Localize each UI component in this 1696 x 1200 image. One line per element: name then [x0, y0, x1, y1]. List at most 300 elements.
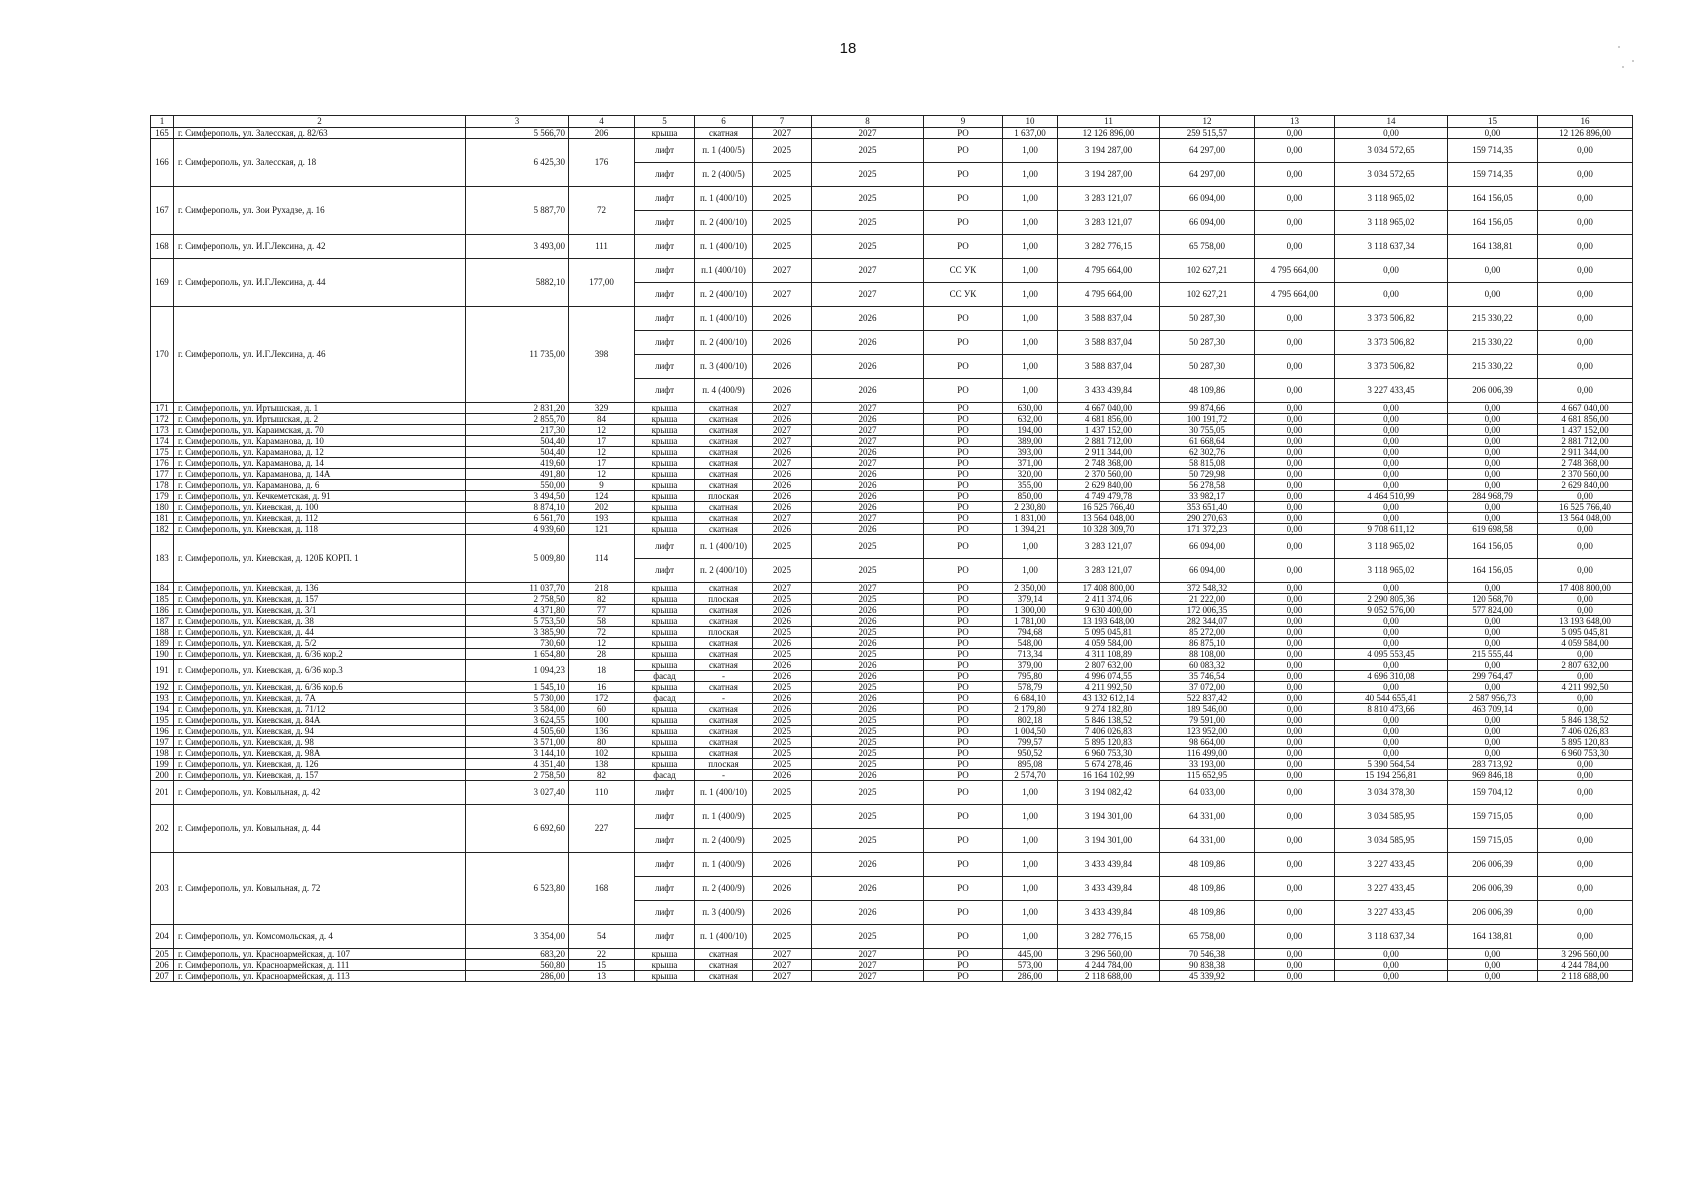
- data-cell: 2026: [753, 616, 812, 627]
- data-cell: 206 006,39: [1448, 877, 1538, 901]
- data-cell: 100 191,72: [1160, 414, 1255, 425]
- data-cell: скатная: [695, 737, 753, 748]
- data-cell: скатная: [695, 513, 753, 524]
- address-cell: г. Симферополь, ул. Киевская, д. 157: [174, 594, 466, 605]
- address-cell: г. Симферополь, ул. Комсомольская, д. 4: [174, 925, 466, 949]
- data-cell: 66 094,00: [1160, 211, 1255, 235]
- data-cell: 2027: [753, 971, 812, 982]
- data-cell: РО: [924, 853, 1003, 877]
- row-number: 176: [151, 458, 174, 469]
- data-cell: 2025: [753, 211, 812, 235]
- data-cell: 4 059 584,00: [1538, 638, 1633, 649]
- data-cell: 0,00: [1448, 469, 1538, 480]
- data-cell: 371,00: [1003, 458, 1058, 469]
- area-cell: 419,60: [466, 458, 569, 469]
- residents-cell: 114: [569, 535, 635, 583]
- data-cell: 0,00: [1538, 559, 1633, 583]
- data-cell: РО: [924, 513, 1003, 524]
- data-cell: 794,68: [1003, 627, 1058, 638]
- data-cell: 0,00: [1255, 163, 1335, 187]
- data-cell: 0,00: [1538, 693, 1633, 704]
- data-cell: п. 1 (400/5): [695, 139, 753, 163]
- table-row: [151, 425, 1633, 436]
- data-cell: 2027: [753, 403, 812, 414]
- residents-cell: 60: [569, 704, 635, 715]
- data-cell: РО: [924, 726, 1003, 737]
- row-number: 196: [151, 726, 174, 737]
- data-cell: 0,00: [1255, 781, 1335, 805]
- data-cell: 9 708 611,12: [1335, 524, 1448, 535]
- data-cell: 2025: [753, 187, 812, 211]
- data-cell: скатная: [695, 949, 753, 960]
- address-cell: г. Симферополь, ул. Киевская, д. 6/36 кор.6: [174, 682, 466, 693]
- capital-repair-table: [150, 115, 1633, 982]
- address-cell: г. Симферополь, ул. Киевская, д. 38: [174, 616, 466, 627]
- residents-cell: 124: [569, 491, 635, 502]
- data-cell: РО: [924, 414, 1003, 425]
- data-cell: 115 652,95: [1160, 770, 1255, 781]
- data-cell: 389,00: [1003, 436, 1058, 447]
- data-cell: 0,00: [1448, 971, 1538, 982]
- address-cell: г. Симферополь, ул. Караманова, д. 14А: [174, 469, 466, 480]
- data-cell: 1 437 152,00: [1538, 425, 1633, 436]
- area-cell: 3 144,10: [466, 748, 569, 759]
- data-cell: 0,00: [1448, 414, 1538, 425]
- table-row: [151, 726, 1633, 737]
- data-cell: 522 837,42: [1160, 693, 1255, 704]
- data-cell: п. 1 (400/10): [695, 187, 753, 211]
- data-cell: 4 681 856,00: [1058, 414, 1160, 425]
- area-cell: 6 425,30: [466, 139, 569, 187]
- data-cell: 2 118 688,00: [1058, 971, 1160, 982]
- data-cell: 0,00: [1538, 331, 1633, 355]
- data-cell: крыша: [635, 960, 695, 971]
- data-cell: лифт: [635, 259, 695, 283]
- table-row: [151, 949, 1633, 960]
- data-cell: 0,00: [1335, 682, 1448, 693]
- data-cell: 2026: [812, 355, 924, 379]
- area-cell: 3 385,90: [466, 627, 569, 638]
- data-cell: п. 2 (400/10): [695, 559, 753, 583]
- data-cell: 12 126 896,00: [1058, 128, 1160, 139]
- data-cell: 4 996 074,55: [1058, 671, 1160, 682]
- data-cell: крыша: [635, 436, 695, 447]
- data-cell: 2025: [812, 805, 924, 829]
- data-cell: 2026: [812, 671, 924, 682]
- data-cell: 0,00: [1538, 671, 1633, 682]
- area-cell: 3 354,00: [466, 925, 569, 949]
- data-cell: крыша: [635, 583, 695, 594]
- data-cell: 159 714,35: [1448, 139, 1538, 163]
- data-cell: 0,00: [1538, 649, 1633, 660]
- data-cell: 2027: [812, 283, 924, 307]
- data-cell: 164 156,05: [1448, 187, 1538, 211]
- data-cell: 0,00: [1538, 355, 1633, 379]
- table-row: [151, 502, 1633, 513]
- data-cell: 1 781,00: [1003, 616, 1058, 627]
- data-cell: 0,00: [1255, 759, 1335, 770]
- data-cell: 2027: [753, 436, 812, 447]
- page-number: 18: [839, 40, 857, 57]
- row-number: 186: [151, 605, 174, 616]
- data-cell: 0,00: [1255, 960, 1335, 971]
- data-cell: СС УК: [924, 283, 1003, 307]
- address-cell: г. Симферополь, ул. Киевская, д. 126: [174, 759, 466, 770]
- data-cell: 2025: [812, 627, 924, 638]
- data-cell: 3 034 585,95: [1335, 805, 1448, 829]
- data-cell: 0,00: [1335, 616, 1448, 627]
- data-cell: 2026: [812, 524, 924, 535]
- data-cell: 3 296 560,00: [1058, 949, 1160, 960]
- data-cell: 2026: [812, 379, 924, 403]
- data-cell: лифт: [635, 379, 695, 403]
- address-cell: г. Симферополь, ул. Иртышская, д. 1: [174, 403, 466, 414]
- area-cell: 504,40: [466, 436, 569, 447]
- address-cell: г. Симферополь, ул. Караманова, д. 12: [174, 447, 466, 458]
- data-cell: 48 109,86: [1160, 853, 1255, 877]
- data-cell: 64 297,00: [1160, 139, 1255, 163]
- area-cell: 2 758,50: [466, 594, 569, 605]
- address-cell: г. Симферополь, ул. Киевская, д. 84А: [174, 715, 466, 726]
- data-cell: 0,00: [1255, 414, 1335, 425]
- data-cell: 0,00: [1538, 877, 1633, 901]
- data-cell: крыша: [635, 491, 695, 502]
- data-cell: 9 052 576,00: [1335, 605, 1448, 616]
- data-cell: лифт: [635, 781, 695, 805]
- row-number: 174: [151, 436, 174, 447]
- data-cell: РО: [924, 447, 1003, 458]
- data-cell: 4 211 992,50: [1538, 682, 1633, 693]
- data-cell: 353 651,40: [1160, 502, 1255, 513]
- data-cell: 1 831,00: [1003, 513, 1058, 524]
- data-cell: 2026: [753, 469, 812, 480]
- data-cell: 9 630 400,00: [1058, 605, 1160, 616]
- data-cell: 2 807 632,00: [1538, 660, 1633, 671]
- data-cell: 1,00: [1003, 829, 1058, 853]
- data-cell: 2027: [753, 128, 812, 139]
- data-cell: 2026: [753, 770, 812, 781]
- area-cell: 560,80: [466, 960, 569, 971]
- table-body: [151, 116, 1633, 982]
- data-cell: 2027: [753, 949, 812, 960]
- address-cell: г. Симферополь, ул. Кечкеметская, д. 91: [174, 491, 466, 502]
- data-cell: крыша: [635, 513, 695, 524]
- data-cell: 6 684,10: [1003, 693, 1058, 704]
- data-cell: 2026: [812, 331, 924, 355]
- data-cell: п.1 (400/10): [695, 259, 753, 283]
- address-cell: г. Симферополь, ул. Киевская, д. 120Б КОРП. 1: [174, 535, 466, 583]
- data-cell: РО: [924, 682, 1003, 693]
- data-cell: крыша: [635, 524, 695, 535]
- data-cell: 56 278,58: [1160, 480, 1255, 491]
- area-cell: 6 692,60: [466, 805, 569, 853]
- table-row: [151, 759, 1633, 770]
- data-cell: РО: [924, 128, 1003, 139]
- data-cell: РО: [924, 403, 1003, 414]
- table-row: [151, 715, 1633, 726]
- data-cell: 65 758,00: [1160, 925, 1255, 949]
- data-cell: РО: [924, 605, 1003, 616]
- data-cell: 0,00: [1538, 770, 1633, 781]
- data-cell: 206 006,39: [1448, 853, 1538, 877]
- data-cell: 445,00: [1003, 949, 1058, 960]
- table-row: [151, 594, 1633, 605]
- residents-cell: 227: [569, 805, 635, 853]
- address-cell: г. Симферополь, ул. И.Г.Лексина, д. 46: [174, 307, 466, 403]
- data-cell: скатная: [695, 649, 753, 660]
- data-cell: 1,00: [1003, 379, 1058, 403]
- data-cell: крыша: [635, 704, 695, 715]
- data-cell: 2 881 712,00: [1058, 436, 1160, 447]
- row-number: 203: [151, 853, 174, 925]
- data-cell: 379,14: [1003, 594, 1058, 605]
- data-cell: 0,00: [1255, 605, 1335, 616]
- data-cell: 1,00: [1003, 805, 1058, 829]
- table-row: [151, 414, 1633, 425]
- column-number: 7: [753, 116, 812, 128]
- data-cell: 2026: [753, 355, 812, 379]
- data-cell: 0,00: [1335, 960, 1448, 971]
- row-number: 168: [151, 235, 174, 259]
- data-cell: 0,00: [1335, 403, 1448, 414]
- area-cell: 5882,10: [466, 259, 569, 307]
- residents-cell: 13: [569, 971, 635, 982]
- data-cell: 2025: [753, 235, 812, 259]
- data-cell: 0,00: [1448, 748, 1538, 759]
- area-cell: 3 027,40: [466, 781, 569, 805]
- residents-cell: 202: [569, 502, 635, 513]
- scan-speck: [1632, 60, 1634, 62]
- data-cell: 171 372,23: [1160, 524, 1255, 535]
- address-cell: г. Симферополь, ул. Караманова, д. 6: [174, 480, 466, 491]
- data-cell: 43 132 612,14: [1058, 693, 1160, 704]
- data-cell: лифт: [635, 853, 695, 877]
- data-cell: 2027: [812, 949, 924, 960]
- data-cell: лифт: [635, 559, 695, 583]
- data-cell: 0,00: [1448, 616, 1538, 627]
- data-cell: 2 411 374,06: [1058, 594, 1160, 605]
- data-cell: 64 033,00: [1160, 781, 1255, 805]
- data-cell: РО: [924, 502, 1003, 513]
- data-cell: 0,00: [1538, 781, 1633, 805]
- data-cell: 0,00: [1255, 627, 1335, 638]
- data-cell: РО: [924, 535, 1003, 559]
- residents-cell: 54: [569, 925, 635, 949]
- residents-cell: 80: [569, 737, 635, 748]
- data-cell: скатная: [695, 704, 753, 715]
- data-cell: -: [695, 693, 753, 704]
- data-cell: 2026: [812, 693, 924, 704]
- residents-cell: 100: [569, 715, 635, 726]
- row-number: 191: [151, 660, 174, 682]
- row-number: 190: [151, 649, 174, 660]
- data-cell: лифт: [635, 283, 695, 307]
- data-cell: 189 546,00: [1160, 704, 1255, 715]
- data-cell: крыша: [635, 480, 695, 491]
- row-number: 202: [151, 805, 174, 853]
- data-cell: 0,00: [1335, 638, 1448, 649]
- data-cell: РО: [924, 770, 1003, 781]
- data-cell: 159 715,05: [1448, 805, 1538, 829]
- data-cell: 3 118 637,34: [1335, 925, 1448, 949]
- row-number: 200: [151, 770, 174, 781]
- row-number: 198: [151, 748, 174, 759]
- data-cell: 58 815,08: [1160, 458, 1255, 469]
- data-cell: п. 1 (400/9): [695, 853, 753, 877]
- row-number: 197: [151, 737, 174, 748]
- area-cell: 5 753,50: [466, 616, 569, 627]
- data-cell: 0,00: [1255, 671, 1335, 682]
- data-cell: 98 664,00: [1160, 737, 1255, 748]
- data-cell: 3 373 506,82: [1335, 355, 1448, 379]
- data-cell: 2027: [812, 425, 924, 436]
- data-cell: фасад: [635, 770, 695, 781]
- data-cell: 2025: [753, 781, 812, 805]
- data-cell: 159 704,12: [1448, 781, 1538, 805]
- data-cell: 0,00: [1255, 331, 1335, 355]
- data-cell: 0,00: [1255, 307, 1335, 331]
- data-cell: 2026: [812, 704, 924, 715]
- data-cell: лифт: [635, 877, 695, 901]
- row-number: 178: [151, 480, 174, 491]
- address-cell: г. Симферополь, ул. Киевская, д. 6/36 кор.2: [174, 649, 466, 660]
- data-cell: 0,00: [1255, 211, 1335, 235]
- data-cell: РО: [924, 781, 1003, 805]
- residents-cell: 82: [569, 594, 635, 605]
- data-cell: 630,00: [1003, 403, 1058, 414]
- data-cell: 0,00: [1255, 829, 1335, 853]
- data-cell: РО: [924, 458, 1003, 469]
- data-cell: 0,00: [1255, 949, 1335, 960]
- column-number: 13: [1255, 116, 1335, 128]
- data-cell: 1 300,00: [1003, 605, 1058, 616]
- data-cell: 0,00: [1448, 513, 1538, 524]
- data-cell: 2026: [753, 877, 812, 901]
- data-cell: скатная: [695, 638, 753, 649]
- data-cell: 159 714,35: [1448, 163, 1538, 187]
- data-cell: 0,00: [1335, 480, 1448, 491]
- data-cell: 3 034 585,95: [1335, 829, 1448, 853]
- table-row: [151, 616, 1633, 627]
- data-cell: РО: [924, 649, 1003, 660]
- data-cell: 4 464 510,99: [1335, 491, 1448, 502]
- table-row: [151, 259, 1633, 283]
- data-cell: лифт: [635, 805, 695, 829]
- data-cell: 0,00: [1448, 726, 1538, 737]
- data-cell: плоская: [695, 594, 753, 605]
- address-cell: г. Симферополь, ул. Ковыльная, д. 44: [174, 805, 466, 853]
- data-cell: 8 810 473,66: [1335, 704, 1448, 715]
- data-cell: 3 283 121,07: [1058, 535, 1160, 559]
- data-cell: 0,00: [1538, 163, 1633, 187]
- residents-cell: 9: [569, 480, 635, 491]
- data-cell: 2027: [812, 583, 924, 594]
- data-cell: 3 034 572,65: [1335, 163, 1448, 187]
- data-cell: 0,00: [1448, 425, 1538, 436]
- data-cell: 619 698,58: [1448, 524, 1538, 535]
- data-cell: 0,00: [1255, 704, 1335, 715]
- data-cell: 3 433 439,84: [1058, 853, 1160, 877]
- data-cell: скатная: [695, 502, 753, 513]
- area-cell: 11 735,00: [466, 307, 569, 403]
- address-cell: г. Симферополь, ул. Зои Рухадзе, д. 16: [174, 187, 466, 235]
- data-cell: 4 795 664,00: [1058, 283, 1160, 307]
- table-row: [151, 748, 1633, 759]
- data-cell: 2025: [753, 682, 812, 693]
- data-cell: 64 331,00: [1160, 805, 1255, 829]
- data-cell: 2027: [753, 960, 812, 971]
- data-cell: 4 749 479,78: [1058, 491, 1160, 502]
- data-cell: 0,00: [1538, 187, 1633, 211]
- data-cell: 2026: [812, 491, 924, 502]
- data-cell: 3 588 837,04: [1058, 355, 1160, 379]
- data-cell: 13 193 648,00: [1058, 616, 1160, 627]
- column-number: 3: [466, 116, 569, 128]
- table-row: [151, 627, 1633, 638]
- residents-cell: 218: [569, 583, 635, 594]
- data-cell: 30 755,05: [1160, 425, 1255, 436]
- data-cell: 0,00: [1255, 748, 1335, 759]
- column-number: 5: [635, 116, 695, 128]
- data-cell: РО: [924, 235, 1003, 259]
- data-cell: 2026: [753, 901, 812, 925]
- data-cell: 0,00: [1335, 627, 1448, 638]
- data-cell: п. 2 (400/10): [695, 211, 753, 235]
- data-cell: 3 433 439,84: [1058, 379, 1160, 403]
- data-cell: 2025: [812, 737, 924, 748]
- data-cell: скатная: [695, 524, 753, 535]
- data-cell: 5 390 564,54: [1335, 759, 1448, 770]
- data-cell: 0,00: [1335, 513, 1448, 524]
- residents-cell: 12: [569, 469, 635, 480]
- data-cell: 4 667 040,00: [1538, 403, 1633, 414]
- data-cell: 2025: [753, 748, 812, 759]
- data-cell: 64 297,00: [1160, 163, 1255, 187]
- data-cell: 0,00: [1335, 458, 1448, 469]
- data-cell: 0,00: [1255, 715, 1335, 726]
- data-cell: 2025: [812, 726, 924, 737]
- area-cell: 4 505,60: [466, 726, 569, 737]
- row-number: 173: [151, 425, 174, 436]
- data-cell: 1,00: [1003, 535, 1058, 559]
- data-cell: 0,00: [1335, 737, 1448, 748]
- data-cell: 0,00: [1255, 877, 1335, 901]
- data-cell: РО: [924, 627, 1003, 638]
- data-cell: РО: [924, 638, 1003, 649]
- data-cell: РО: [924, 805, 1003, 829]
- data-cell: 1,00: [1003, 877, 1058, 901]
- data-cell: 2 881 712,00: [1538, 436, 1633, 447]
- row-number: 183: [151, 535, 174, 583]
- data-cell: 3 118 965,02: [1335, 187, 1448, 211]
- data-cell: 102 627,21: [1160, 283, 1255, 307]
- residents-cell: 206: [569, 128, 635, 139]
- data-cell: 1 004,50: [1003, 726, 1058, 737]
- data-cell: крыша: [635, 414, 695, 425]
- residents-cell: 398: [569, 307, 635, 403]
- row-number: 170: [151, 307, 174, 403]
- data-cell: скатная: [695, 403, 753, 414]
- data-cell: 3 194 287,00: [1058, 139, 1160, 163]
- data-cell: 215 330,22: [1448, 355, 1538, 379]
- data-cell: лифт: [635, 163, 695, 187]
- table-row: [151, 403, 1633, 414]
- data-cell: 3 227 433,45: [1335, 853, 1448, 877]
- table-row: [151, 805, 1633, 829]
- data-cell: 0,00: [1538, 524, 1633, 535]
- data-cell: 86 875,10: [1160, 638, 1255, 649]
- data-cell: 573,00: [1003, 960, 1058, 971]
